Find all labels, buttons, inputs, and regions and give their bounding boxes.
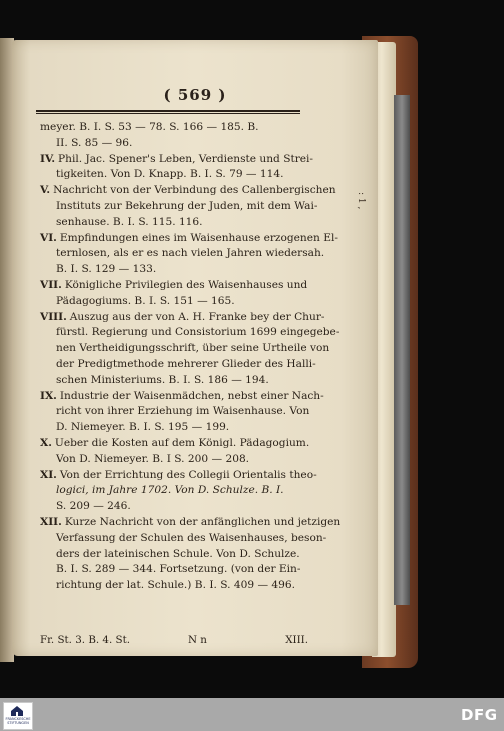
margin-marks: : 1 ,: [356, 192, 366, 210]
entry-x: [40, 436, 310, 468]
entry-line: Königliche Privilegien des Waisenhauses und: [64, 278, 308, 291]
entry-xii: [40, 515, 341, 594]
entry-line: ternlosen, als er es nach vielen Jahren wiedersah.: [56, 247, 325, 260]
entry-line: Phil. Jac. Spener's Leben, Verdienste und Strei-: [58, 152, 314, 165]
entry-line: B. I. S. 129 — 133.: [56, 263, 157, 276]
entry-iv: [40, 152, 314, 184]
entry-line: richtung der lat. Schule.) B. I. S. 409 — 496.: [56, 579, 295, 592]
entry-viii: [40, 310, 340, 389]
entry-line: II. S. 85 — 96.: [56, 136, 133, 149]
entry-line: schen Ministeriums. B. I. S. 186 — 194.: [56, 373, 269, 386]
catchword: XIII.: [285, 634, 308, 646]
entry-line: logici, im Jahre 1702. Von D. Schulze. B. I.: [56, 484, 284, 497]
catch-mark: N n: [188, 634, 207, 646]
entry-xi: [40, 468, 317, 515]
institution-logo-icon: [10, 705, 24, 717]
entry-vii: [40, 278, 308, 310]
header-rule: [36, 110, 300, 114]
entry-line: S. 209 — 246.: [56, 500, 131, 513]
entry-line: senhause. B. I. S. 115. 116.: [56, 215, 203, 228]
spine-strip: [394, 95, 410, 605]
entry-numeral: VI.: [40, 231, 57, 244]
signature-mark: Fr. St. 3. B. 4. St.: [40, 634, 130, 646]
book-page: [12, 40, 378, 656]
page-content: [40, 120, 341, 594]
entry-numeral: X.: [40, 436, 52, 449]
entry-ix: [40, 389, 324, 436]
entry-line: Von D. Niemeyer. B. I S. 200 — 208.: [56, 452, 250, 465]
entry-line: meyer. B. I. S. 53 — 78. S. 166 — 185. B.: [40, 121, 259, 133]
entry-line: richt von ihrer Erziehung im Waisenhause. Von: [56, 405, 310, 418]
institution-logo-text: FRANCKESCHE STIFTUNGEN: [5, 717, 31, 725]
entry-line: Pädagogiums. B. I. S. 151 — 165.: [56, 294, 235, 307]
entry-line: ders der lateinischen Schule. Von D. Schulze.: [56, 547, 300, 560]
entry-line: Instituts zur Bekehrung der Juden, mit dem Wai-: [56, 199, 318, 212]
entry-line: Kurze Nachricht von der anfänglichen und jetzigen: [64, 515, 341, 528]
entry-numeral: XII.: [40, 515, 62, 528]
dfg-logo[interactable]: DFG: [461, 706, 498, 724]
entry-line: Von der Errichtung des Collegii Orientalis theo-: [59, 468, 317, 481]
page-number: ( 569 ): [163, 86, 227, 104]
viewer-bottom-bar: [0, 698, 504, 731]
entry-vi: [40, 231, 338, 278]
entry-line: tigkeiten. Von D. Knapp. B. I. S. 79 — 114.: [56, 168, 284, 181]
entry-numeral: IX.: [40, 389, 57, 402]
entry-line: nen Vertheidigungsschrift, über seine Urtheile von: [56, 342, 330, 355]
entry-v: [40, 183, 336, 230]
entry-numeral: VII.: [40, 278, 62, 291]
entry-line: Ueber die Kosten auf dem Königl. Pädagogium.: [54, 436, 310, 449]
entry-line: D. Niemeyer. B. I. S. 195 — 199.: [56, 421, 230, 434]
entry-continuation: [40, 120, 305, 152]
entry-line: fürstl. Regierung und Consistorium 1699 eingegebe-: [56, 326, 340, 339]
entry-line: Auszug aus der von A. H. Franke bey der Chur-: [69, 310, 325, 323]
entry-line: Empfindungen eines im Waisenhause erzogenen El-: [59, 231, 338, 244]
entry-line: Verfassung der Schulen des Waisenhauses, beson-: [56, 531, 327, 544]
entry-numeral: V.: [40, 184, 51, 197]
entry-line: B. I. S. 289 — 344. Fortsetzung. (von der Ein-: [56, 563, 301, 576]
entry-numeral: XI.: [40, 468, 57, 481]
entry-line: Nachricht von der Verbindung des Callenbergischen: [53, 184, 336, 197]
entry-numeral: IV.: [40, 152, 56, 165]
entry-line: Industrie der Waisenmädchen, nebst einer Nach-: [59, 389, 324, 402]
franckesche-stiftungen-logo[interactable]: [3, 702, 33, 730]
entry-line: der Predigtmethode mehrerer Glieder des Halli-: [56, 357, 316, 370]
entry-numeral: VIII.: [40, 310, 67, 323]
